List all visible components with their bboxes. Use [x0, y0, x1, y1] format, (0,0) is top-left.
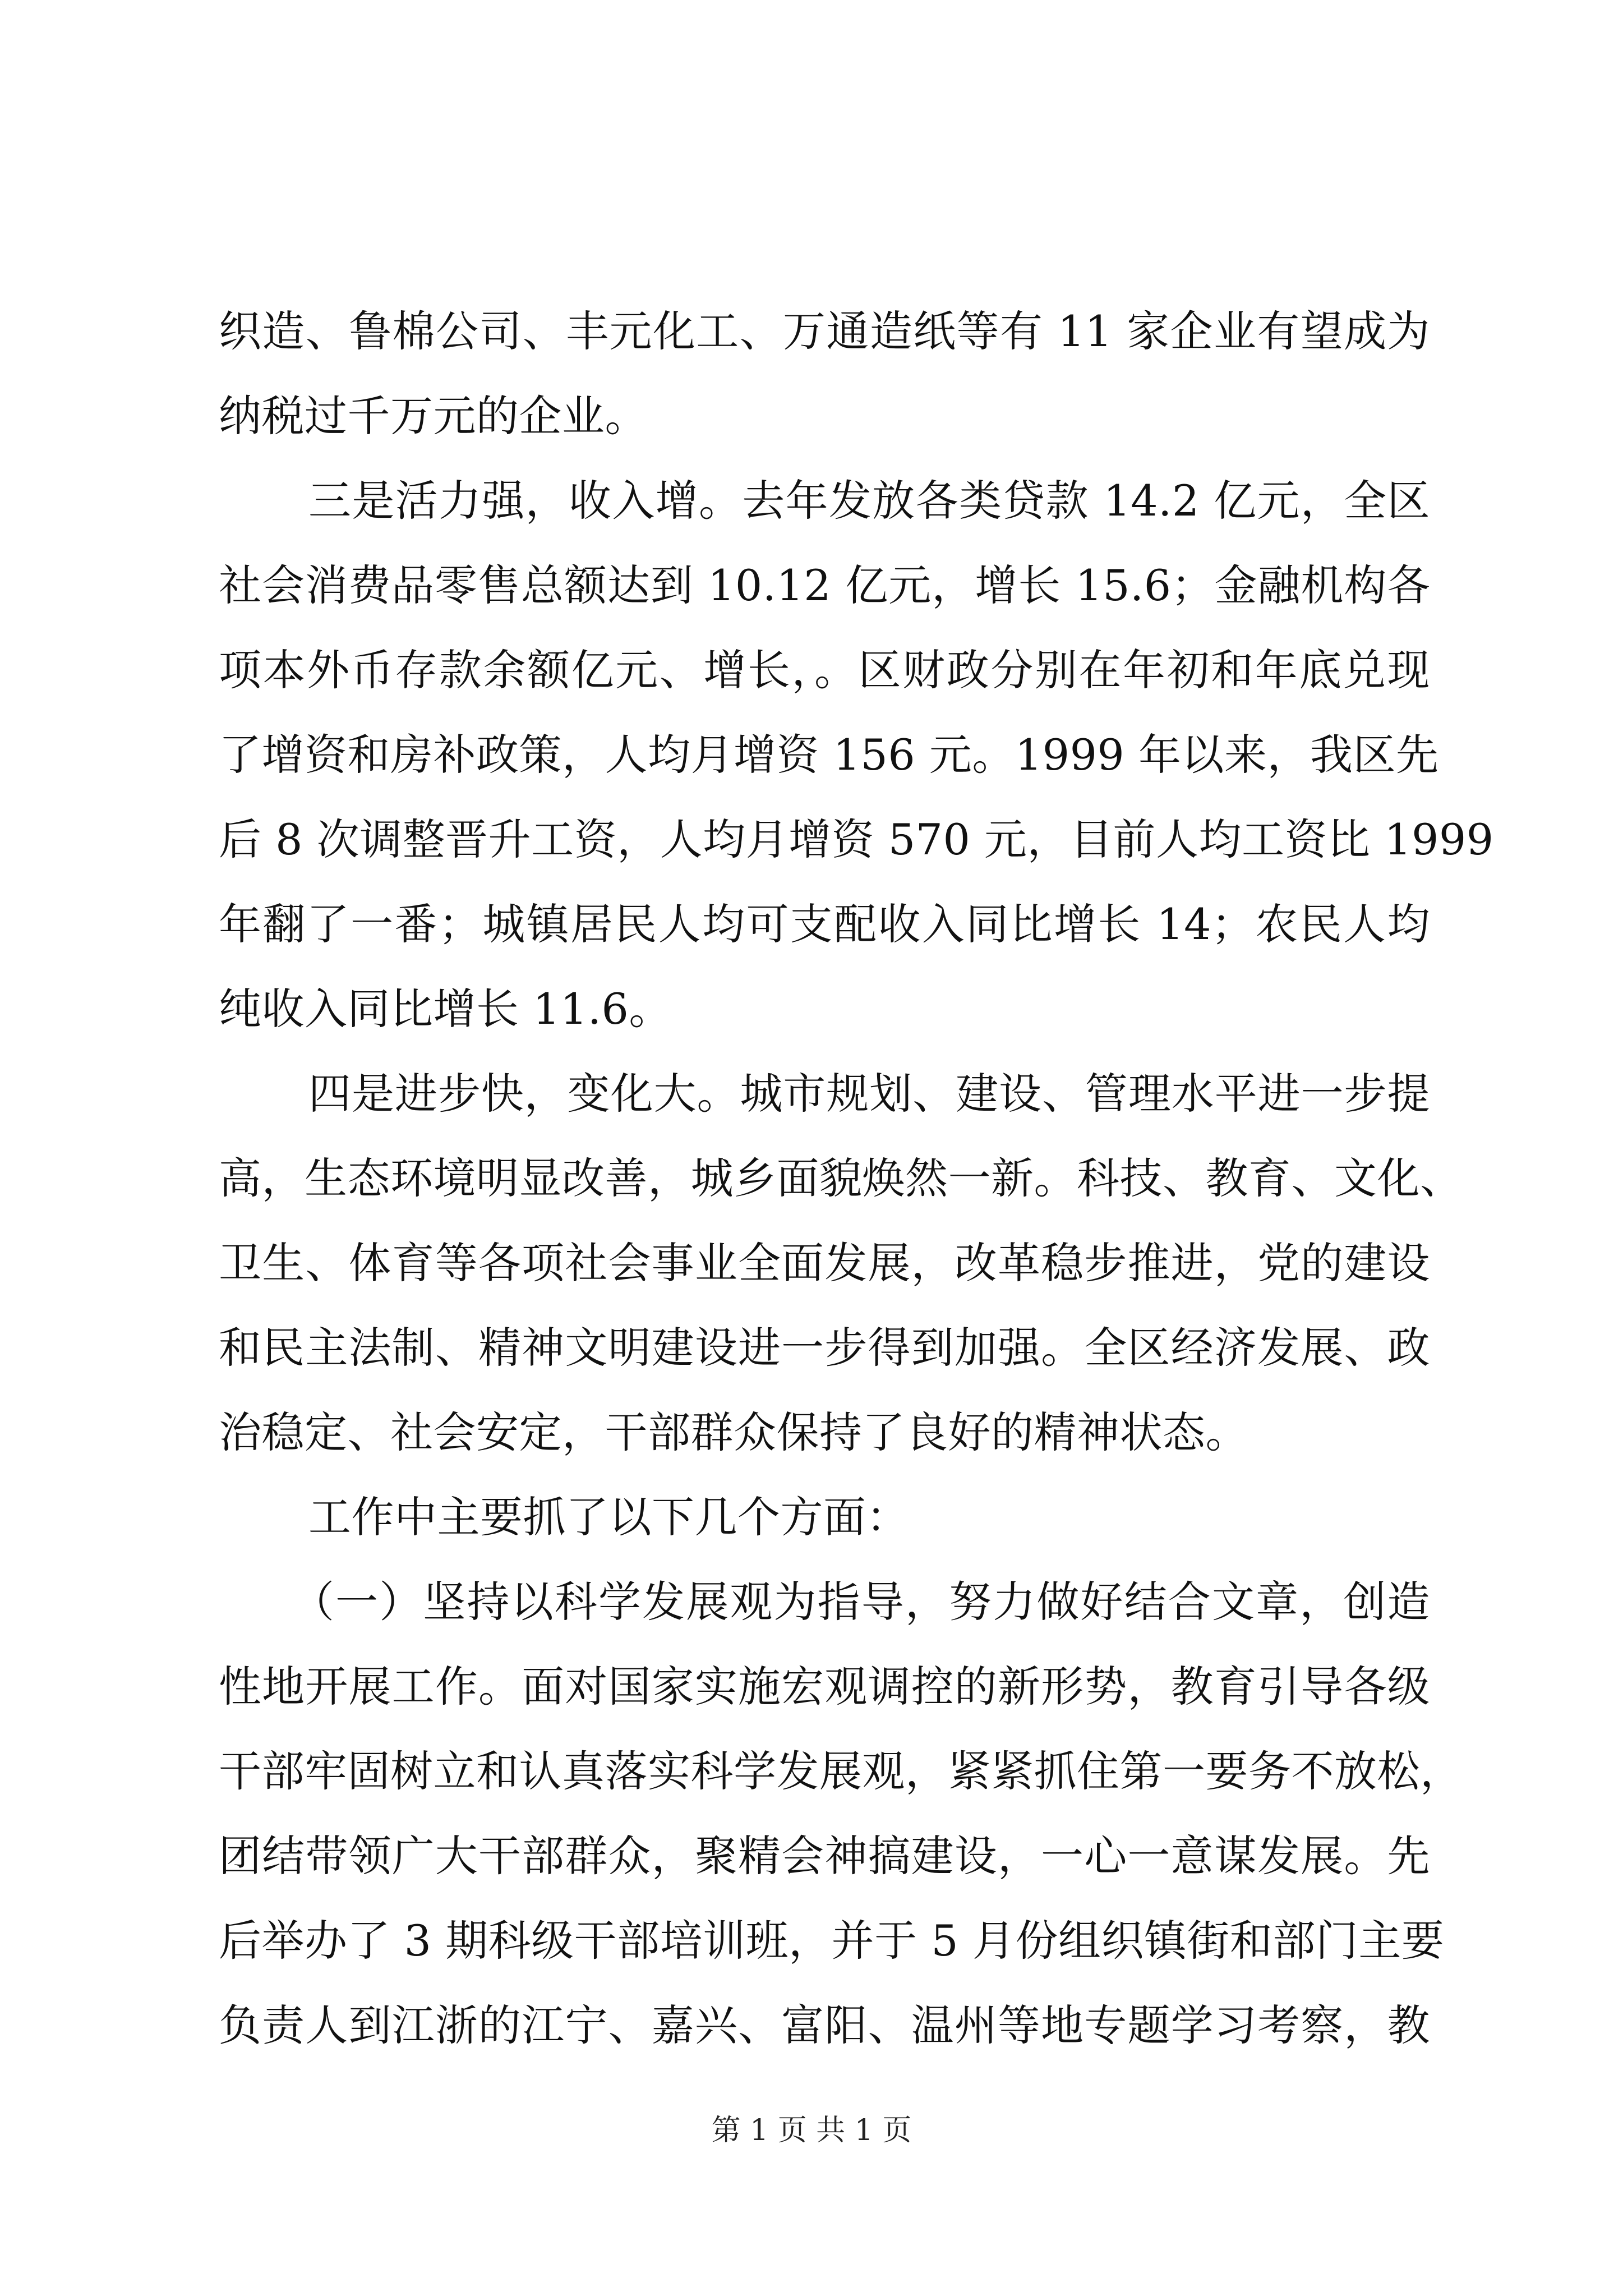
text-line: （一）坚持以科学发展观为指导，努力做好结合文章，创造	[292, 1577, 1430, 1627]
text-line: 年翻了一番；城镇居民人均可支配收入同比增长 14；农民人均	[219, 899, 1430, 949]
text-line: 纯收入同比增长 11.6。	[219, 984, 672, 1034]
text-line: 团结带领广大干部群众，聚精会神搞建设，一心一意谋发展。先	[219, 1831, 1430, 1881]
text-line: 干部牢固树立和认真落实科学发展观，紧紧抓住第一要务不放松，	[219, 1746, 1463, 1796]
text-line: 三是活力强，收入增。去年发放各类贷款 14.2 亿元，全区	[308, 476, 1430, 526]
text-line: 织造、鲁棉公司、丰元化工、万通造纸等有 11 家企业有望成为	[219, 306, 1430, 356]
text-line: 治稳定、社会安定，干部群众保持了良好的精神状态。	[219, 1407, 1248, 1457]
text-line: 高，生态环境明显改善，城乡面貌焕然一新。科技、教育、文化、	[219, 1153, 1463, 1203]
text-line: 四是进步快，变化大。城市规划、建设、管理水平进一步提	[308, 1069, 1430, 1119]
text-line: 纳税过千万元的企业。	[219, 391, 648, 441]
text-line: 项本外币存款余额亿元、增长，。区财政分别在年初和年底兑现	[219, 645, 1430, 695]
text-line: 负责人到江浙的江宁、嘉兴、富阳、温州等地专题学习考察，教	[219, 2000, 1430, 2050]
page-number-footer: 第 1 页 共 1 页	[711, 2114, 912, 2147]
text-line: 社会消费品零售总额达到 10.12 亿元，增长 15.6；金融机构各	[219, 560, 1430, 610]
text-line: 后 8 次调整晋升工资，人均月增资 570 元，目前人均工资比 1999	[219, 815, 1494, 864]
text-line: 卫生、体育等各项社会事业全面发展，改革稳步推进，党的建设	[219, 1238, 1430, 1288]
text-line: 后举办了 3 期科级干部培训班，并于 5 月份组织镇街和部门主要	[219, 1916, 1445, 1966]
text-line: 性地开展工作。面对国家实施宏观调控的新形势，教育引导各级	[219, 1662, 1430, 1711]
text-line: 了增资和房补政策，人均月增资 156 元。1999 年以来，我区先	[219, 730, 1439, 780]
text-line: 工作中主要抓了以下几个方面：	[308, 1492, 909, 1542]
body-text	[219, 289, 1494, 2068]
text-line: 和民主法制、精神文明建设进一步得到加强。全区经济发展、政	[219, 1323, 1430, 1373]
